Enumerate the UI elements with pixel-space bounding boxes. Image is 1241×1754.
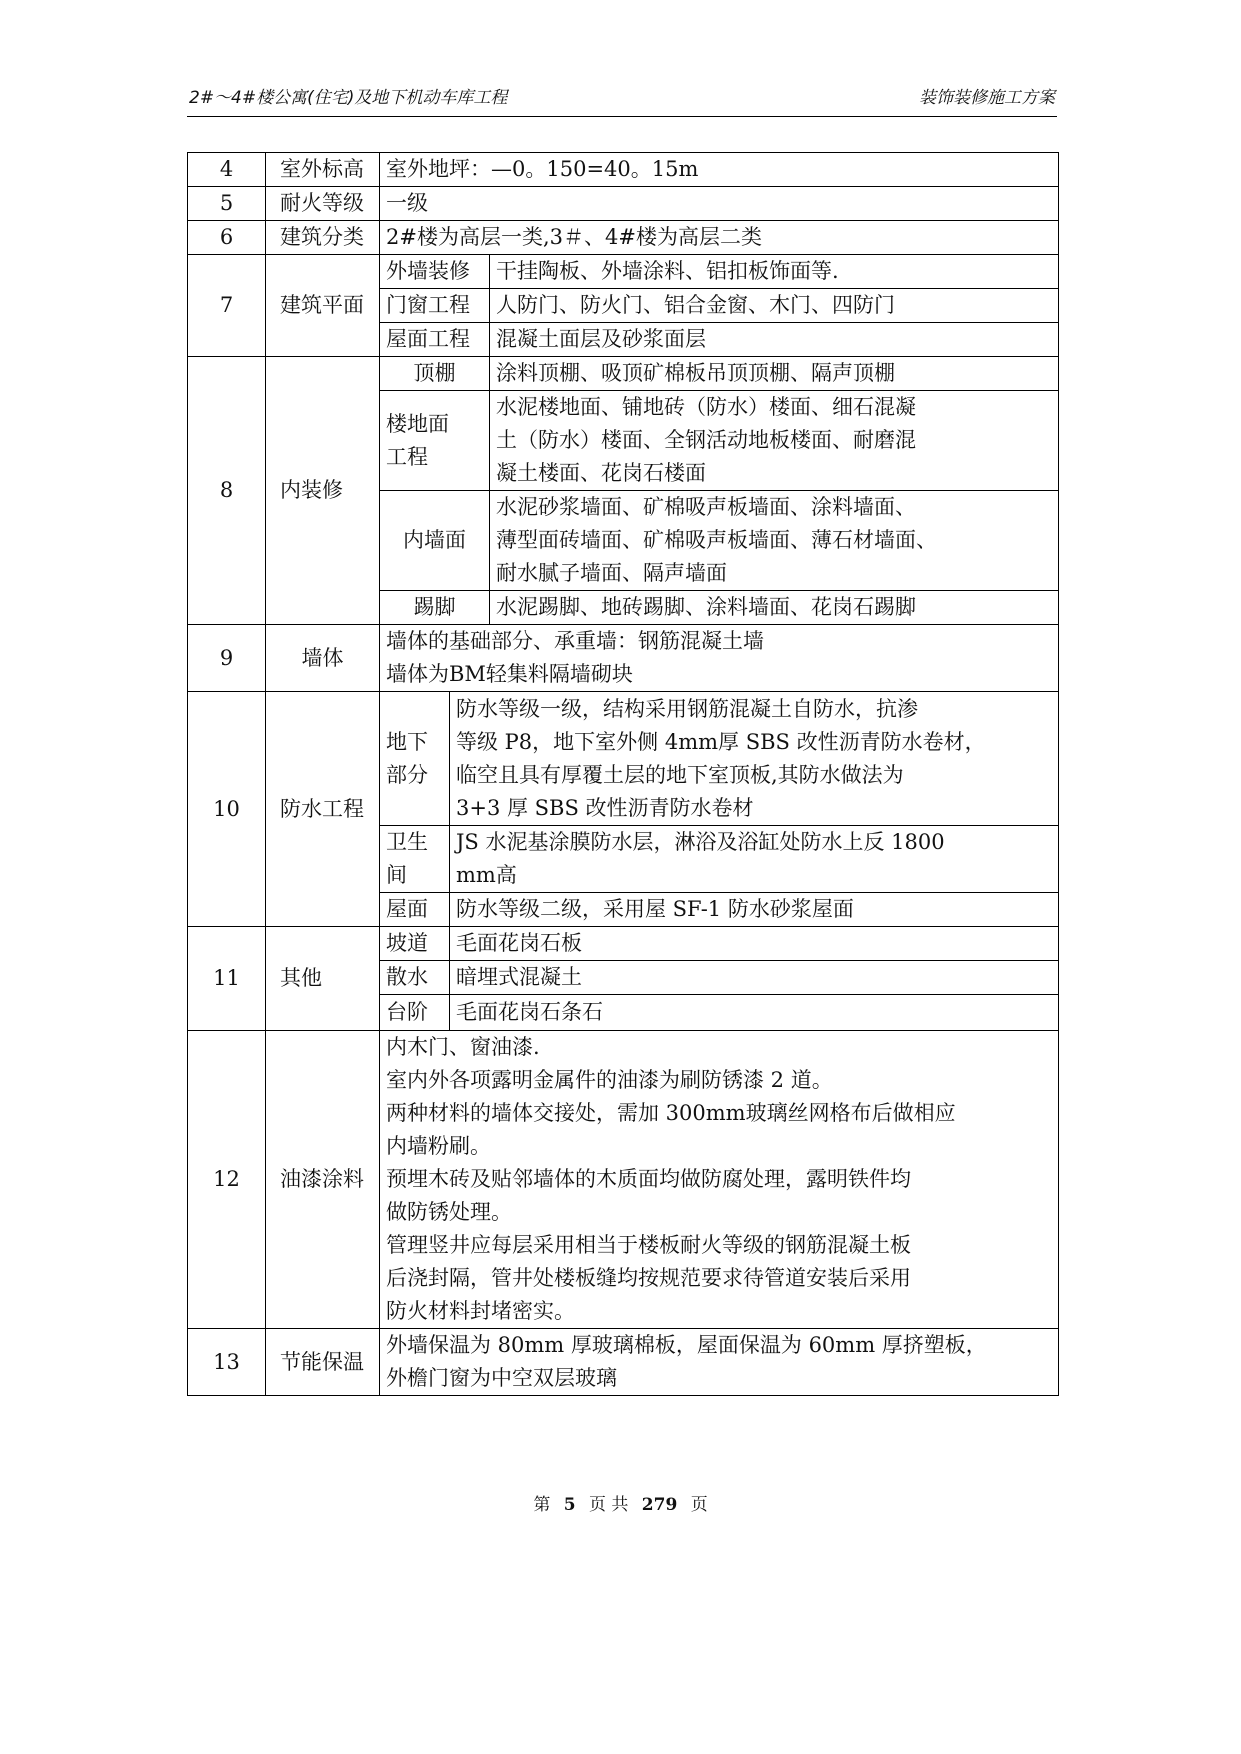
table-row bbox=[188, 221, 1059, 255]
document-title: 装饰装修施工方案 bbox=[919, 88, 1055, 108]
sub-label-line: 工程 bbox=[386, 444, 428, 469]
sub-label: 台阶 bbox=[380, 995, 450, 1031]
content-line: 外檐门窗为中空双层玻璃 bbox=[386, 1366, 617, 1390]
row-number: 8 bbox=[188, 357, 266, 625]
footer-mid: 页 共 bbox=[588, 1495, 629, 1515]
content-line: 墙体的基础部分、承重墙：钢筋混凝土墙 bbox=[386, 629, 764, 653]
sub-label-line: 间 bbox=[386, 863, 407, 887]
sub-label: 屋面工程 bbox=[380, 323, 490, 357]
table-row bbox=[188, 1329, 1059, 1396]
content-line: mm高 bbox=[456, 863, 517, 887]
row-category: 室外标高 bbox=[266, 153, 380, 187]
table-row bbox=[188, 692, 1059, 826]
sub-label: 门窗工程 bbox=[380, 289, 490, 323]
row-category: 节能保温 bbox=[266, 1329, 380, 1396]
page-number: 5 bbox=[563, 1495, 576, 1515]
sub-content bbox=[450, 826, 1059, 893]
table-row bbox=[188, 357, 1059, 391]
row-category: 防水工程 bbox=[266, 692, 380, 927]
content-line: 后浇封隔，管井处楼板缝均按规范要求待管道安装后采用 bbox=[386, 1266, 911, 1290]
sub-content: 暗埋式混凝土 bbox=[450, 961, 1059, 995]
sub-label-line: 地下 bbox=[386, 729, 428, 754]
page-footer bbox=[0, 1490, 1241, 1515]
row-number: 6 bbox=[188, 221, 266, 255]
content-line: 做防锈处理。 bbox=[386, 1200, 512, 1224]
row-content bbox=[380, 1031, 1059, 1329]
content-line: 3+3 厚 SBS 改性沥青防水卷材 bbox=[456, 795, 754, 820]
table-row bbox=[188, 187, 1059, 221]
page-header bbox=[187, 82, 1057, 117]
row-category: 其他 bbox=[266, 927, 380, 1031]
content-line: 凝土楼面、花岗石楼面 bbox=[496, 461, 706, 485]
sub-content: 混凝土面层及砂浆面层 bbox=[490, 323, 1059, 357]
content-line: 内墙粉刷。 bbox=[386, 1134, 491, 1158]
sub-content: 毛面花岗石板 bbox=[450, 927, 1059, 961]
row-category: 墙体 bbox=[266, 625, 380, 692]
content-line: 内木门、窗油漆. bbox=[386, 1035, 540, 1059]
content-line: 临空且具有厚覆土层的地下室顶板,其防水做法为 bbox=[456, 762, 904, 787]
sub-label: 坡道 bbox=[380, 927, 450, 961]
row-content: 一级 bbox=[380, 187, 1059, 221]
content-line: 耐水腻子墙面、隔声墙面 bbox=[496, 561, 727, 585]
row-category: 耐火等级 bbox=[266, 187, 380, 221]
row-number: 10 bbox=[188, 692, 266, 927]
row-number: 9 bbox=[188, 625, 266, 692]
row-category: 油漆涂料 bbox=[266, 1031, 380, 1329]
content-line: 外墙保温为 80mm 厚玻璃棉板，屋面保温为 60mm 厚挤塑板， bbox=[386, 1333, 987, 1357]
sub-content bbox=[450, 692, 1059, 826]
footer-suffix: 页 bbox=[690, 1495, 708, 1515]
content-line: 管理竖井应每层采用相当于楼板耐火等级的钢筋混凝土板 bbox=[386, 1233, 911, 1257]
table-row bbox=[188, 255, 1059, 289]
sub-content: 干挂陶板、外墙涂料、铝扣板饰面等. bbox=[490, 255, 1059, 289]
content-line: 等级 P8，地下室外侧 4mm厚 SBS 改性沥青防水卷材， bbox=[456, 729, 986, 754]
content-line: 土（防水）楼面、全钢活动地板楼面、耐磨混 bbox=[496, 428, 916, 452]
row-number: 4 bbox=[188, 153, 266, 187]
row-number: 12 bbox=[188, 1031, 266, 1329]
project-title: 2#～4#楼公寓(住宅)及地下机动车库工程 bbox=[189, 88, 508, 108]
row-number: 5 bbox=[188, 187, 266, 221]
table-row bbox=[188, 625, 1059, 692]
content-line: 室内外各项露明金属件的油漆为刷防锈漆 2 道。 bbox=[386, 1068, 833, 1092]
row-content bbox=[380, 625, 1059, 692]
sub-label: 屋面 bbox=[380, 893, 450, 927]
spec-table bbox=[187, 152, 1059, 1396]
sub-label: 散水 bbox=[380, 961, 450, 995]
row-category: 建筑分类 bbox=[266, 221, 380, 255]
row-content: 2#楼为高层一类,3＃、4#楼为高层二类 bbox=[380, 221, 1059, 255]
sub-label: 外墙装修 bbox=[380, 255, 490, 289]
content-line: 薄型面砖墙面、矿棉吸声板墙面、薄石材墙面、 bbox=[496, 528, 937, 552]
row-content bbox=[380, 1329, 1059, 1396]
sub-content: 毛面花岗石条石 bbox=[450, 995, 1059, 1031]
sub-label bbox=[380, 391, 490, 491]
sub-label-line: 楼地面 bbox=[386, 411, 449, 436]
content-line: 墙体为BM轻集料隔墙砌块 bbox=[386, 662, 633, 686]
content-line: 防水等级一级，结构采用钢筋混凝土自防水，抗渗 bbox=[456, 696, 918, 721]
footer-prefix: 第 bbox=[533, 1495, 551, 1515]
sub-label: 踢脚 bbox=[380, 591, 490, 625]
row-number: 13 bbox=[188, 1329, 266, 1396]
sub-content: 水泥踢脚、地砖踢脚、涂料墙面、花岗石踢脚 bbox=[490, 591, 1059, 625]
sub-content: 人防门、防火门、铝合金窗、木门、四防门 bbox=[490, 289, 1059, 323]
sub-label-line: 部分 bbox=[386, 762, 428, 787]
table-row bbox=[188, 927, 1059, 961]
row-content: 室外地坪：—0。150=40。15m bbox=[380, 153, 1059, 187]
content-line: 水泥楼地面、铺地砖（防水）楼面、细石混凝 bbox=[496, 395, 916, 419]
content-line: 水泥砂浆墙面、矿棉吸声板墙面、涂料墙面、 bbox=[496, 495, 916, 519]
row-category: 建筑平面 bbox=[266, 255, 380, 357]
table-row bbox=[188, 153, 1059, 187]
sub-label-line: 卫生 bbox=[386, 830, 428, 854]
sub-label bbox=[380, 692, 450, 826]
content-line: JS 水泥基涂膜防水层，淋浴及浴缸处防水上反 1800 bbox=[456, 830, 945, 854]
sub-label bbox=[380, 826, 450, 893]
sub-label: 顶棚 bbox=[380, 357, 490, 391]
sub-content: 涂料顶棚、吸顶矿棉板吊顶顶棚、隔声顶棚 bbox=[490, 357, 1059, 391]
sub-content bbox=[490, 491, 1059, 591]
sub-content: 防水等级二级，采用屋 SF-1 防水砂浆屋面 bbox=[450, 893, 1059, 927]
table-row bbox=[188, 1031, 1059, 1329]
content-line: 两种材料的墙体交接处，需加 300mm玻璃丝网格布后做相应 bbox=[386, 1101, 956, 1125]
sub-label: 内墙面 bbox=[380, 491, 490, 591]
content-line: 防火材料封堵密实。 bbox=[386, 1299, 575, 1323]
row-number: 7 bbox=[188, 255, 266, 357]
sub-content bbox=[490, 391, 1059, 491]
row-category: 内装修 bbox=[266, 357, 380, 625]
row-number: 11 bbox=[188, 927, 266, 1031]
page-total: 279 bbox=[641, 1495, 678, 1515]
content-line: 预埋木砖及贴邻墙体的木质面均做防腐处理，露明铁件均 bbox=[386, 1167, 911, 1191]
